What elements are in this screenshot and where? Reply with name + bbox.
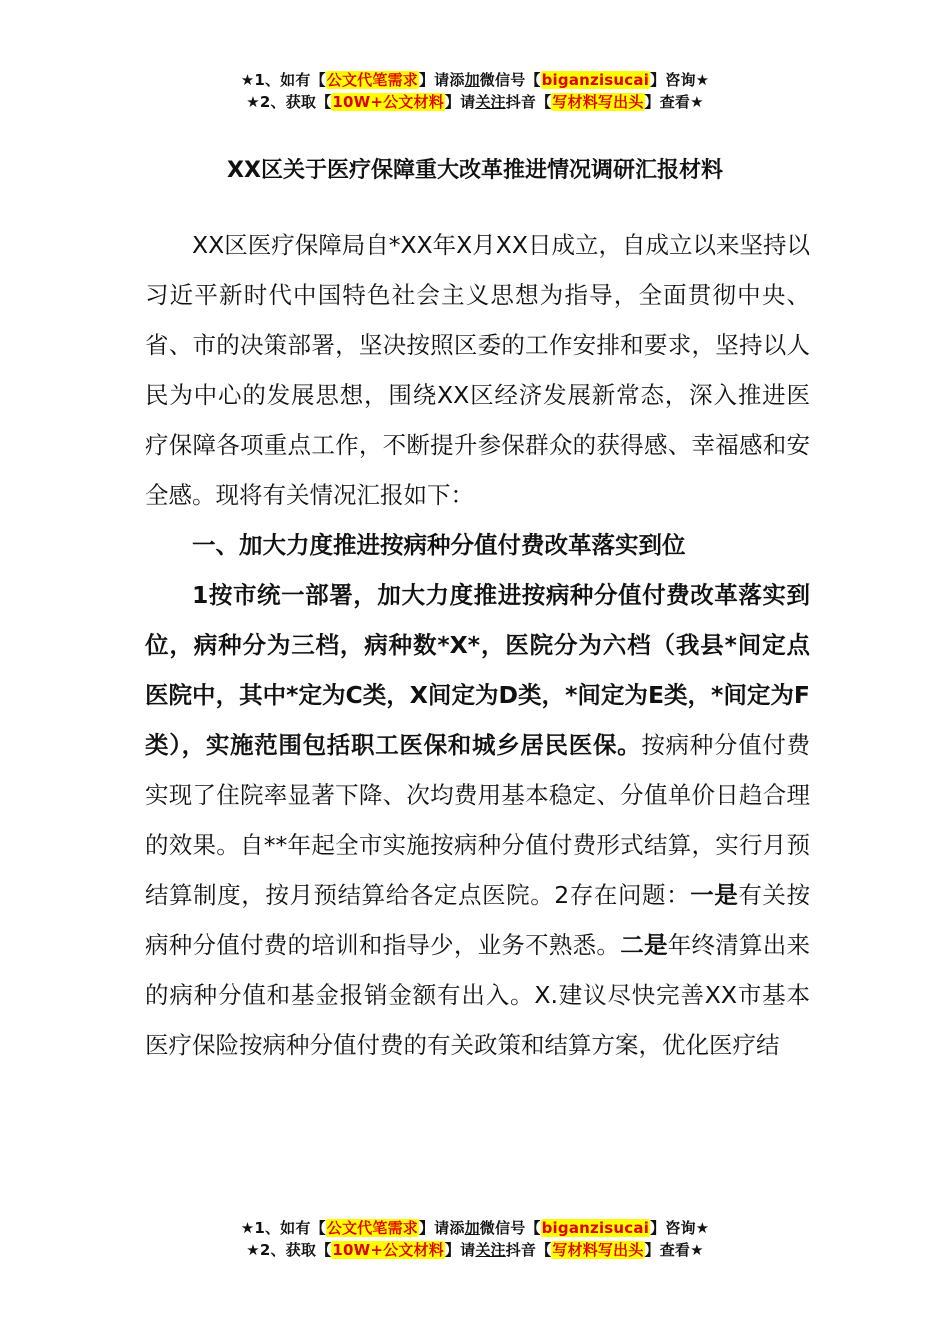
banner-highlight-douyin-id: 写材料写出头 (552, 93, 644, 111)
banner-text: 】请添 (418, 1219, 465, 1237)
banner-text: 】请添 (418, 71, 465, 89)
banner-highlight-douyin-id: 写材料写出头 (552, 1241, 644, 1259)
banner-underlined-text: 加 (464, 1219, 480, 1237)
banner-highlight: 公文代笔需求 (326, 71, 418, 89)
banner-text: ★2、获取【 (246, 1241, 332, 1259)
body-paragraph (145, 570, 810, 1070)
banner-text: 抖音【 (505, 1241, 552, 1259)
banner-text: 】请 (444, 1241, 476, 1259)
paragraph-text: 年终清算出来的病种分值和基金报销金额有出入。X.建议尽快完善XX市基本医疗保险按病种分值付费的有关政策和结算方案，优化医疗结 (145, 931, 811, 1059)
banner-line-1 (0, 1217, 950, 1239)
paragraph-text: 有关按病种分值付费的培训和指导少，业务不熟悉。 (145, 881, 811, 959)
banner-text: 】咨询★ (650, 1219, 710, 1237)
section-heading: 一、加大力度推进按病种分值付费改革落实到位 (192, 531, 686, 559)
banner-line-2 (0, 91, 950, 113)
banner-highlight-wechat-id: biganzisucai (541, 71, 650, 89)
paragraph-text: 按病种分值付费实现了住院率显著下降、次均费用基本稳定、分值单价日趋合理的效果。自**年起全市实施按病种分值付费形式结算，实行月预结算制度，按月预结算给各定点医院。2存在问题： (145, 731, 811, 909)
banner-text: ★1、如有【 (240, 71, 326, 89)
banner-text: 抖音【 (505, 93, 552, 111)
banner-text: 】咨询★ (650, 71, 710, 89)
banner-text: 】查看★ (644, 93, 704, 111)
header-banner (0, 69, 950, 113)
banner-highlight: 10W+公文材料 (332, 1241, 444, 1259)
banner-underlined-text: 加 (464, 71, 480, 89)
paragraph-bold-marker: 二是 (620, 931, 668, 959)
footer-banner (0, 1217, 950, 1261)
banner-text: 微信号【 (479, 1219, 541, 1237)
banner-text: 】查看★ (644, 1241, 704, 1259)
banner-line-2 (0, 1239, 950, 1261)
banner-text: ★1、如有【 (240, 1219, 326, 1237)
paragraph-bold-lead: 1按市统一部署，加大力度推进按病种分值付费改革落实到位，病种分为三档，病种数*X*，医院分为六档（我县*间定点医院中，其中*定为C类，X间定为D类，*间定为E类，*间定为F类），实施范围包括职工医保和城乡居民医保。 (145, 581, 810, 759)
document-body (145, 220, 810, 1070)
banner-underlined-text: 关注 (475, 93, 506, 111)
banner-text: 】请 (444, 93, 476, 111)
document-title: XX区关于医疗保障重大改革推进情况调研汇报材料 (227, 158, 723, 183)
banner-text: ★2、获取【 (246, 93, 332, 111)
paragraph-bold-marker: 一是 (690, 881, 739, 909)
intro-paragraph: XX区医疗保障局自*XX年X月XX日成立，自成立以来坚持以习近平新时代中国特色社会主义思想为指导，全面贯彻中央、省、市的决策部署，坚决按照区委的工作安排和要求，坚持以人民为中心的发展思想，围绕XX区经济发展新常态，深入推进医疗保障各项重点工作，不断提升参保群众的获得感、幸福感和安全感。现将有关情况汇报如下： (145, 231, 810, 509)
banner-highlight: 10W+公文材料 (332, 93, 444, 111)
banner-highlight: 公文代笔需求 (326, 1219, 418, 1237)
banner-line-1 (0, 69, 950, 91)
banner-highlight-wechat-id: biganzisucai (541, 1219, 650, 1237)
banner-text: 微信号【 (479, 71, 541, 89)
banner-underlined-text: 关注 (475, 1241, 506, 1259)
